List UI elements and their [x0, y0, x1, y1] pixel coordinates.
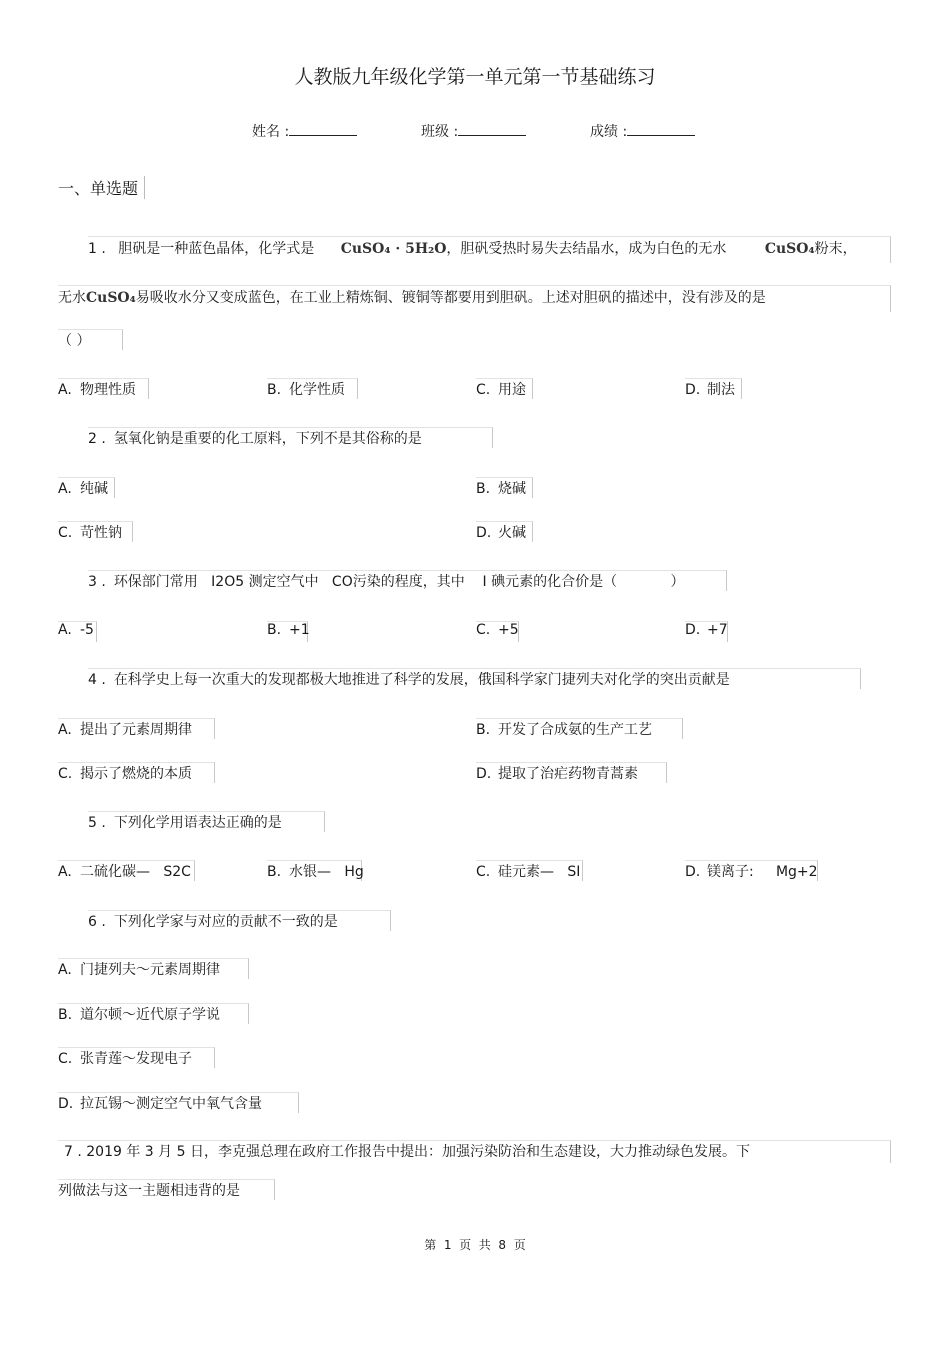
page-title: 人教版九年级化学第一单元第一节基础练习 [294, 66, 656, 88]
option-letter: D. [685, 864, 701, 880]
option-letter: D. [476, 766, 492, 782]
option-letter: C. [476, 382, 491, 398]
q3-number: 3 . [88, 574, 106, 590]
option-letter: B. [267, 382, 282, 398]
q1-text-a: 胆矾是一种蓝色晶体，化学式是 [118, 241, 315, 257]
option-letter: B. [267, 864, 282, 880]
section-heading: 一、单选题 [58, 176, 145, 199]
option-text: -5 [80, 622, 94, 638]
option-text: 物理性质 [80, 382, 136, 398]
q3-option-d[interactable] [685, 621, 728, 642]
option-letter: A. [58, 722, 72, 738]
option-letter: A. [58, 382, 72, 398]
q1-line2-b: 易吸收水分又变成蓝色，在工业上精炼铜、镀铜等都要用到胆矾。上述对胆矾的描述中，没有涉及的是 [135, 290, 766, 306]
question-1-line-1 [88, 236, 891, 263]
class-blank [458, 121, 526, 136]
option-letter: C. [476, 864, 491, 880]
option-text: 苛性钠 [80, 525, 122, 541]
option-letter: B. [476, 481, 491, 497]
option-text: 张青莲～发现电子 [80, 1051, 192, 1067]
question-7-line-2: 列做法与这一主题相违背的是 [58, 1179, 275, 1200]
q1-line2-a: 无水 [58, 290, 86, 306]
q4-number: 4 . [88, 672, 106, 688]
page-footer: 第 1 页 共 8 页 [424, 1238, 526, 1252]
option-letter: A. [58, 962, 72, 978]
option-text: 二硫化碳— S2C [80, 864, 191, 880]
option-letter: D. [476, 525, 492, 541]
q4-option-a[interactable] [58, 718, 215, 739]
option-letter: C. [58, 525, 73, 541]
option-letter: B. [476, 722, 491, 738]
q1-text-b: ，胆矾受热时易失去结晶水，成为白色的无水 [446, 241, 727, 257]
q6-option-c[interactable] [58, 1047, 215, 1068]
q3-text: 环保部门常用 I2O5 测定空气中 CO污染的程度，其中 I 碘元素的化合价是（ ） [113, 574, 685, 590]
option-letter: A. [58, 622, 72, 638]
q6-option-a[interactable] [58, 958, 249, 979]
q1-option-d[interactable] [685, 378, 742, 399]
q2-number: 2 . [88, 431, 106, 447]
q2-option-b[interactable] [476, 477, 533, 498]
q1-option-b[interactable] [267, 378, 358, 399]
option-text: +7 [707, 622, 728, 638]
option-text: 开发了合成氨的生产工艺 [498, 722, 652, 738]
option-text: 门捷列夫～元素周期律 [80, 962, 220, 978]
option-text: 提出了元素周期律 [80, 722, 192, 738]
option-text: 用途 [498, 382, 526, 398]
option-letter: B. [58, 1007, 73, 1023]
q1-formula-b: CuSO₄ [764, 241, 815, 257]
q1-number: 1 . [88, 241, 106, 257]
q5-number: 5 . [88, 815, 106, 831]
option-letter: D. [685, 622, 701, 638]
q3-option-a[interactable] [58, 621, 97, 642]
option-text: 化学性质 [289, 382, 345, 398]
option-letter: A. [58, 481, 72, 497]
question-2 [88, 427, 493, 448]
q1-option-c[interactable] [476, 378, 533, 399]
question-3 [88, 570, 727, 591]
question-1-line-2 [58, 285, 891, 312]
score-field [590, 121, 695, 141]
option-letter: B. [267, 622, 282, 638]
question-4 [88, 668, 861, 689]
option-text: 水银— Hg [289, 864, 364, 880]
q3-option-b[interactable] [267, 621, 308, 642]
name-blank [289, 121, 357, 136]
q1-text-c: 粉末， [814, 241, 857, 257]
option-text: 拉瓦锡～测定空气中氧气含量 [80, 1096, 262, 1112]
option-text: 烧碱 [498, 481, 526, 497]
option-text: 硅元素— SI [498, 864, 581, 880]
q5-option-b[interactable] [267, 860, 362, 881]
score-blank [627, 121, 695, 136]
q2-text: 氢氧化钠是重要的化工原料，下列不是其俗称的是 [113, 431, 422, 447]
option-text: 揭示了燃烧的本质 [80, 766, 192, 782]
option-text: 火碱 [498, 525, 526, 541]
q4-option-d[interactable] [476, 762, 667, 783]
q6-number: 6 . [88, 914, 106, 930]
option-letter: D. [58, 1096, 74, 1112]
option-text: +5 [498, 622, 519, 638]
q4-text: 在科学史上每一次重大的发现都极大地推进了科学的发展，俄国科学家门捷列夫对化学的突出贡献是 [113, 672, 730, 688]
question-7-line-1: 7 . 2019 年 3 月 5 日，李克强总理在政府工作报告中提出：加强污染防治和生态建设，大力推动绿色发展。下 [58, 1140, 891, 1163]
q2-option-d[interactable] [476, 521, 533, 542]
option-letter: A. [58, 864, 72, 880]
class-label: 班级 : [421, 124, 459, 140]
q5-option-a[interactable] [58, 860, 195, 881]
name-label: 姓名 : [252, 124, 290, 140]
q6-text: 下列化学家与对应的贡献不一致的是 [113, 914, 338, 930]
option-text: 制法 [707, 382, 735, 398]
question-5 [88, 811, 325, 832]
option-text: 纯碱 [80, 481, 108, 497]
q3-option-c[interactable] [476, 621, 519, 642]
q2-option-a[interactable] [58, 477, 115, 498]
q5-text: 下列化学用语表达正确的是 [113, 815, 282, 831]
option-text: +1 [289, 622, 310, 638]
q1-formula-a: CuSO₄ · 5H₂O [340, 241, 447, 257]
q1-answer-paren: （ ） [58, 329, 123, 350]
q4-option-c[interactable] [58, 762, 215, 783]
q6-option-b[interactable] [58, 1003, 249, 1024]
name-field [252, 121, 357, 141]
score-label: 成绩 : [590, 124, 628, 140]
q1-option-a[interactable] [58, 378, 149, 399]
option-letter: D. [685, 382, 701, 398]
q5-option-d[interactable] [685, 860, 818, 881]
option-text: 道尔顿～近代原子学说 [80, 1007, 220, 1023]
q2-option-c[interactable] [58, 521, 133, 542]
q4-option-b[interactable] [476, 718, 683, 739]
option-letter: C. [58, 766, 73, 782]
question-6 [88, 910, 391, 931]
option-text: 镁离子: Mg+2 [707, 864, 818, 880]
option-letter: C. [476, 622, 491, 638]
class-field [421, 121, 526, 141]
q5-option-c[interactable] [476, 860, 583, 881]
option-text: 提取了治疟药物青蒿素 [498, 766, 638, 782]
q6-option-d[interactable] [58, 1092, 299, 1113]
option-letter: C. [58, 1051, 73, 1067]
q1-formula-c: CuSO₄ [86, 290, 136, 306]
